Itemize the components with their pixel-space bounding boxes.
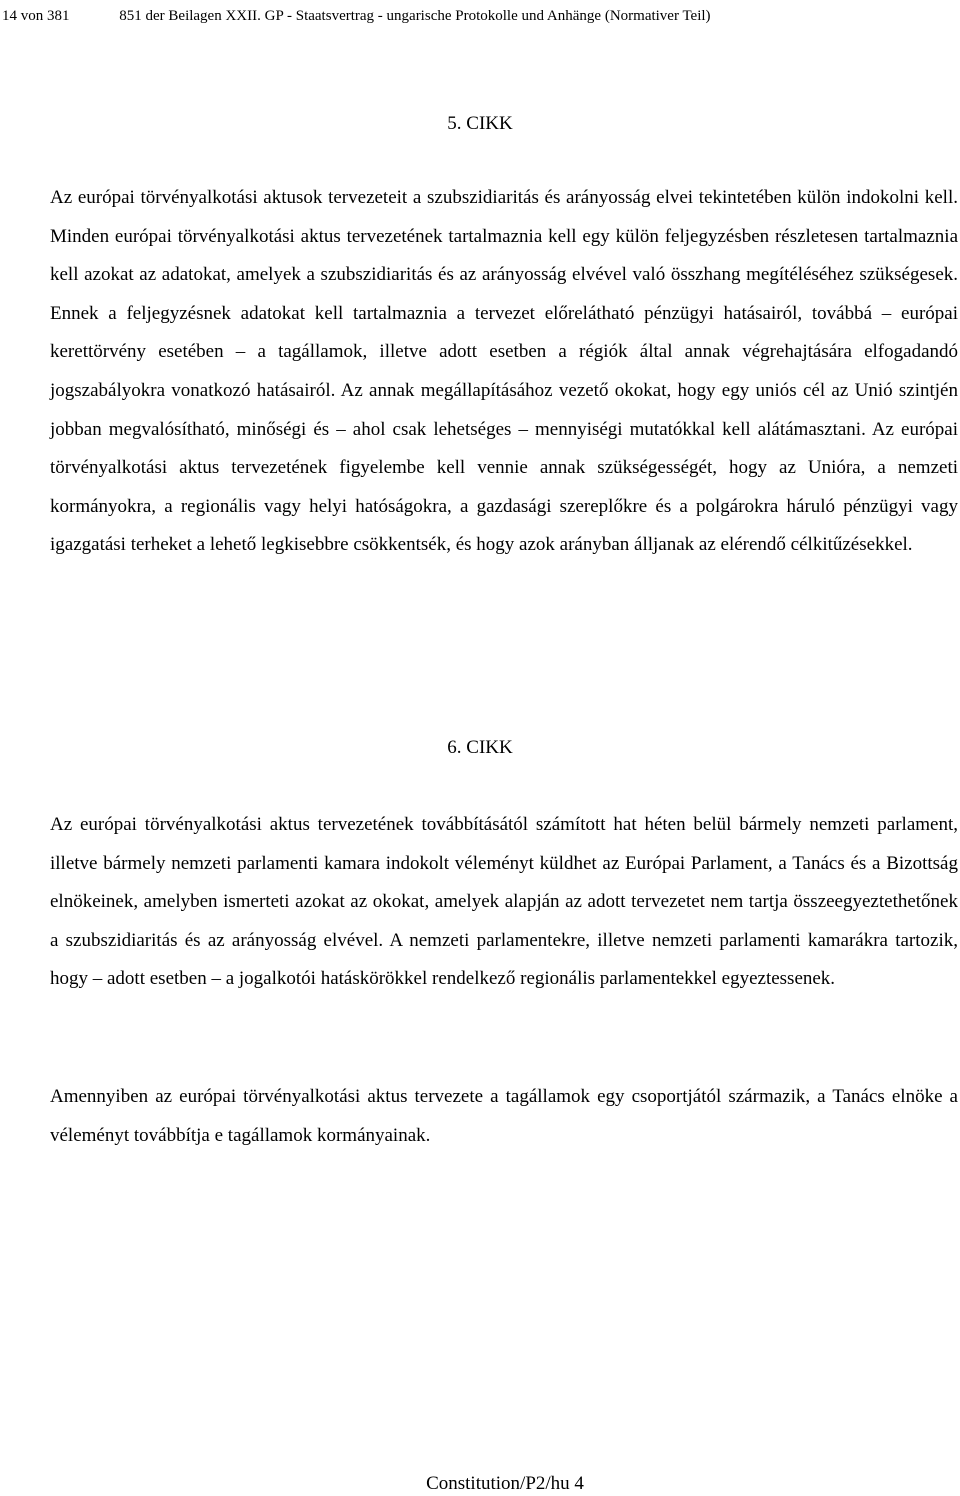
page-number: 14 von 381 [2,8,70,24]
document-title: 851 der Beilagen XXII. GP - Staatsvertrag - ungarische Protokolle und Anhänge (Normativer Teil) [119,8,711,24]
article-paragraph: Az európai törvényalkotási aktus tervezetének továbbításától számított hat héten belül bármely nemzeti parlament, illetve bármely nemzeti parlamenti kamara indokolt véleményt küldhet az Európai Parlament, a Tanács és a Bizottság elnökeinek, amelyben ismerteti azokat az okokat, amelyek alapján az adott tervezetet nem tartja összeegyeztethetőnek a szubszidiaritás és az arányosság elvével. A nemzeti parlamentekre, illetve nemzeti parlamenti kamarákra tartozik, hogy – adott esetben – a jogalkotói hatáskörökkel rendelkező regionális parlamentekkel egyeztessenek. [50,814,958,990]
article-paragraph: Amennyiben az európai törvényalkotási aktus tervezete a tagállamok egy csoportjától származik, a Tanács elnöke a véleményt továbbítja e tagállamok kormányainak. [50,1086,958,1146]
page-footer: Constitution/P2/hu 4 [426,1473,584,1494]
page-header [2,6,950,26]
article-heading: 5. CIKK [447,113,513,134]
article-heading: 6. CIKK [447,737,513,758]
article-paragraph: Az európai törvényalkotási aktusok tervezeteit a szubszidiaritás és arányosság elvei tekintetében külön indokolni kell. Minden európai törvényalkotási aktus tervezetének tartalmaznia kell egy külön feljegyzésben részletesen tartalmaznia kell azokat az adatokat, amelyek a szubszidiaritás és az arányosság elvével való összhang megítéléséhez szükségesek. Ennek a feljegyzésnek adatokat kell tartalmaznia a tervezet előrelátható pénzügyi hatásairól, továbbá – európai kerettörvény esetében – a tagállamok, illetve adott esetben a régiók által annak végrehajtására elfogadandó jogszabályokra vonatkozó hatásairól. Az annak megállapításához vezető okokat, hogy egy uniós cél az Unió szintjén jobban megvalósítható, minőségi és – ahol csak lehetséges – mennyiségi mutatókkal kell alátámasztani. Az európai törvényalkotási aktus tervezetének figyelembe kell vennie annak szükségességét, hogy az Unióra, a nemzeti kormányokra, a regionális vagy helyi hatóságokra, a gazdasági szereplőkre és a polgárokra háruló pénzügyi vagy igazgatási terheket a lehető legkisebbre csökkentsék, és hogy azok arányban álljanak az elérendő célkitűzésekkel. [50,187,958,556]
